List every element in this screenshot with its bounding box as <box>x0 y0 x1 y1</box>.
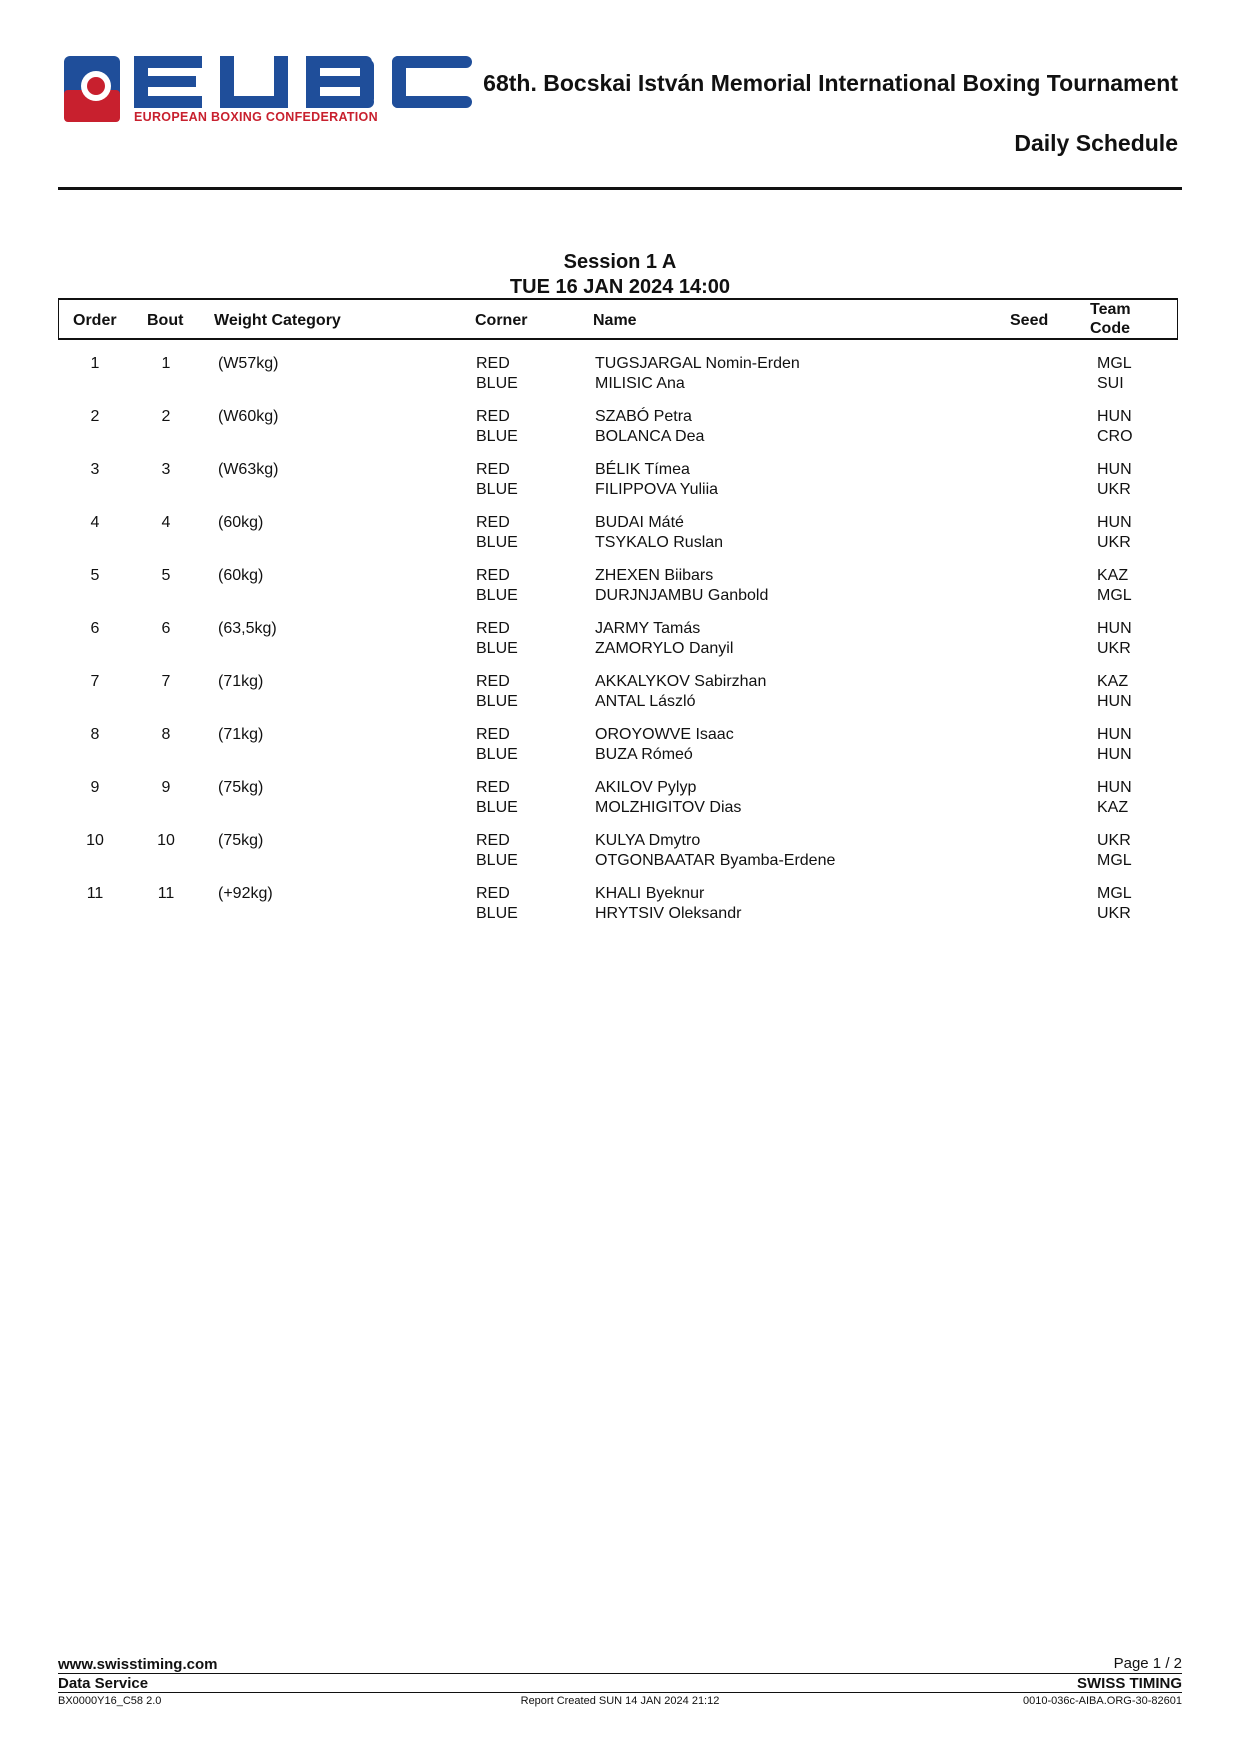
blue-boxer-name: HRYTSIV Oleksandr <box>595 905 742 922</box>
weight-category-cell: (63,5kg) <box>218 620 277 637</box>
red-corner-cell: RED <box>476 620 510 637</box>
red-corner-cell: RED <box>476 885 510 902</box>
red-boxer-name: AKILOV Pylyp <box>595 779 697 796</box>
table-row <box>0 354 1240 407</box>
red-team-code: HUN <box>1097 726 1132 743</box>
table-row <box>0 778 1240 831</box>
weight-category-cell: (75kg) <box>218 779 264 796</box>
footer-divider-bottom <box>58 1692 1182 1693</box>
weight-category-cell: (71kg) <box>218 673 264 690</box>
order-cell: 9 <box>90 779 100 796</box>
table-row <box>0 407 1240 460</box>
red-team-code: HUN <box>1097 779 1132 796</box>
order-cell: 3 <box>90 461 100 478</box>
blue-corner-cell: BLUE <box>476 905 518 922</box>
bout-cell: 10 <box>157 832 175 849</box>
blue-team-code: HUN <box>1097 693 1132 710</box>
red-team-code: MGL <box>1097 355 1132 372</box>
red-corner-cell: RED <box>476 408 510 425</box>
red-corner-cell: RED <box>476 567 510 584</box>
header-divider <box>58 187 1182 190</box>
logo-subtext: EUROPEAN BOXING CONFEDERATION <box>134 110 378 124</box>
red-corner-cell: RED <box>476 779 510 796</box>
blue-team-code: HUN <box>1097 746 1132 763</box>
table-header <box>58 298 1178 340</box>
blue-corner-cell: BLUE <box>476 534 518 551</box>
blue-team-code: MGL <box>1097 852 1132 869</box>
blue-team-code: MGL <box>1097 587 1132 604</box>
red-team-code: UKR <box>1097 832 1131 849</box>
column-header-team-line1: Team <box>1090 301 1131 318</box>
footer-data-service: Data Service <box>58 1675 149 1692</box>
blue-boxer-name: DURJNJAMBU Ganbold <box>595 587 769 604</box>
tournament-title: 68th. Bocskai István Memorial International Boxing Tournament <box>483 70 1178 96</box>
order-cell: 2 <box>90 408 100 425</box>
bout-cell: 9 <box>161 779 171 796</box>
blue-boxer-name: BUZA Rómeó <box>595 746 693 763</box>
red-boxer-name: JARMY Tamás <box>595 620 701 637</box>
red-corner-cell: RED <box>476 355 510 372</box>
red-boxer-name: OROYOWVE Isaac <box>595 726 734 743</box>
blue-boxer-name: ZAMORYLO Danyil <box>595 640 734 657</box>
session-name: Session 1 A <box>563 251 677 273</box>
blue-corner-cell: BLUE <box>476 481 518 498</box>
blue-team-code: SUI <box>1097 375 1124 392</box>
blue-corner-cell: BLUE <box>476 799 518 816</box>
blue-team-code: CRO <box>1097 428 1133 445</box>
blue-boxer-name: OTGONBAATAR Byamba-Erdene <box>595 852 836 869</box>
order-cell: 10 <box>86 832 104 849</box>
bout-cell: 8 <box>161 726 171 743</box>
blue-boxer-name: FILIPPOVA Yuliia <box>595 481 719 498</box>
table-row <box>0 672 1240 725</box>
session-datetime: TUE 16 JAN 2024 14:00 <box>509 276 731 298</box>
column-header-order: Order <box>73 312 117 329</box>
table-row <box>0 619 1240 672</box>
footer-website: www.swisstiming.com <box>58 1656 218 1673</box>
red-corner-cell: RED <box>476 461 510 478</box>
blue-boxer-name: MOLZHIGITOV Dias <box>595 799 742 816</box>
order-cell: 4 <box>90 514 100 531</box>
blue-boxer-name: ANTAL László <box>595 693 696 710</box>
order-cell: 1 <box>90 355 100 372</box>
red-team-code: HUN <box>1097 514 1132 531</box>
blue-corner-cell: BLUE <box>476 746 518 763</box>
footer-report-code: BX0000Y16_C58 2.0 <box>58 1695 162 1707</box>
table-row <box>0 460 1240 513</box>
red-boxer-name: KULYA Dmytro <box>595 832 701 849</box>
footer-doc-id: 0010-036c-AIBA.ORG-30-82601 <box>1023 1695 1182 1707</box>
column-header-name: Name <box>593 312 637 329</box>
weight-category-cell: (W60kg) <box>218 408 279 425</box>
red-boxer-name: ZHEXEN Biibars <box>595 567 714 584</box>
blue-boxer-name: MILISIC Ana <box>595 375 685 392</box>
order-cell: 8 <box>90 726 100 743</box>
bout-cell: 2 <box>161 408 171 425</box>
column-header-weight: Weight Category <box>214 312 341 329</box>
table-row <box>0 513 1240 566</box>
red-team-code: MGL <box>1097 885 1132 902</box>
column-header-team-line2: Code <box>1090 320 1130 337</box>
blue-corner-cell: BLUE <box>476 852 518 869</box>
footer-divider-top <box>58 1673 1182 1674</box>
weight-category-cell: (60kg) <box>218 567 264 584</box>
blue-team-code: UKR <box>1097 640 1131 657</box>
blue-corner-cell: BLUE <box>476 375 518 392</box>
column-header-team-code <box>1090 300 1131 338</box>
weight-category-cell: (60kg) <box>218 514 264 531</box>
table-row <box>0 831 1240 884</box>
blue-team-code: KAZ <box>1097 799 1129 816</box>
table-row <box>0 725 1240 778</box>
red-boxer-name: BÉLIK Tímea <box>595 461 690 478</box>
blue-team-code: UKR <box>1097 481 1131 498</box>
blue-team-code: UKR <box>1097 534 1131 551</box>
bout-cell: 4 <box>161 514 171 531</box>
red-corner-cell: RED <box>476 673 510 690</box>
column-header-bout: Bout <box>147 312 184 329</box>
document-title: Daily Schedule <box>1014 130 1178 156</box>
session-heading <box>0 250 1240 300</box>
red-corner-cell: RED <box>476 514 510 531</box>
order-cell: 5 <box>90 567 100 584</box>
order-cell: 6 <box>90 620 100 637</box>
bout-cell: 7 <box>161 673 171 690</box>
blue-corner-cell: BLUE <box>476 587 518 604</box>
footer-report-created: Report Created SUN 14 JAN 2024 21:12 <box>520 1695 720 1707</box>
blue-corner-cell: BLUE <box>476 428 518 445</box>
red-team-code: KAZ <box>1097 567 1129 584</box>
order-cell: 7 <box>90 673 100 690</box>
weight-category-cell: (71kg) <box>218 726 264 743</box>
blue-corner-cell: BLUE <box>476 693 518 710</box>
weight-category-cell: (75kg) <box>218 832 264 849</box>
red-corner-cell: RED <box>476 726 510 743</box>
blue-corner-cell: BLUE <box>476 640 518 657</box>
footer-page-number: Page 1 / 2 <box>1113 1655 1182 1672</box>
column-header-corner: Corner <box>475 312 528 329</box>
bout-cell: 3 <box>161 461 171 478</box>
column-header-seed: Seed <box>1010 312 1049 329</box>
weight-category-cell: (+92kg) <box>218 885 273 902</box>
bout-cell: 5 <box>161 567 171 584</box>
weight-category-cell: (W57kg) <box>218 355 279 372</box>
table-row <box>0 884 1240 937</box>
footer-swiss-timing: SWISS TIMING <box>1077 1675 1182 1692</box>
red-boxer-name: AKKALYKOV Sabirzhan <box>595 673 767 690</box>
order-cell: 11 <box>86 885 104 902</box>
bout-cell: 1 <box>161 355 171 372</box>
blue-team-code: UKR <box>1097 905 1131 922</box>
blue-boxer-name: TSYKALO Ruslan <box>595 534 724 551</box>
blue-boxer-name: BOLANCA Dea <box>595 428 705 445</box>
red-team-code: KAZ <box>1097 673 1129 690</box>
red-boxer-name: TUGSJARGAL Nomin-Erden <box>595 355 800 372</box>
red-corner-cell: RED <box>476 832 510 849</box>
red-boxer-name: SZABÓ Petra <box>595 408 692 425</box>
bout-cell: 6 <box>161 620 171 637</box>
red-team-code: HUN <box>1097 620 1132 637</box>
bout-cell: 11 <box>157 885 175 902</box>
red-boxer-name: BUDAI Máté <box>595 514 684 531</box>
red-team-code: HUN <box>1097 408 1132 425</box>
weight-category-cell: (W63kg) <box>218 461 279 478</box>
table-row <box>0 566 1240 619</box>
red-team-code: HUN <box>1097 461 1132 478</box>
red-boxer-name: KHALI Byeknur <box>595 885 705 902</box>
